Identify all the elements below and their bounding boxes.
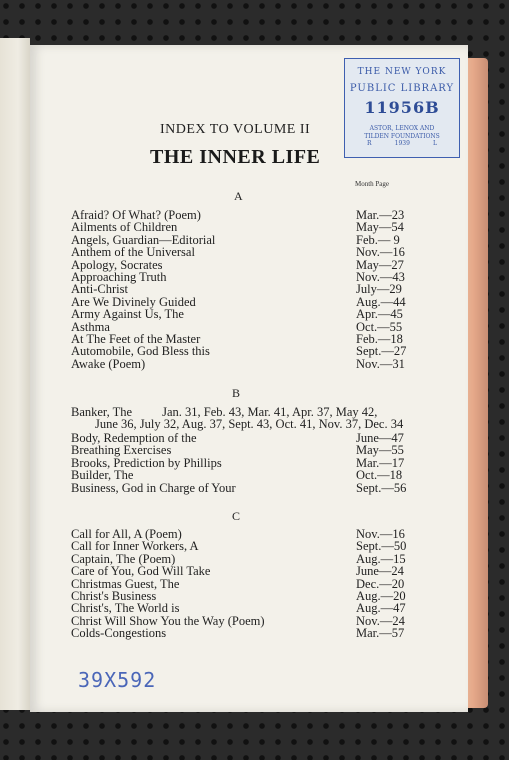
column-header: Month Page (355, 180, 390, 188)
entry-title: Anthem of the Universal (71, 245, 195, 260)
stamp-line: ASTOR, LENOX AND (369, 125, 435, 132)
entry-title: Anti-Christ (71, 282, 128, 297)
index-entry (71, 345, 406, 357)
entry-reference: Sept.—27 (356, 344, 407, 359)
entry-reference: Nov.—16 (356, 245, 405, 260)
index-entry (71, 627, 406, 639)
stamp-letter: R (367, 140, 372, 147)
page-title: THE INNER LIFE (150, 146, 321, 168)
entry-title: Call for Inner Workers, A (71, 539, 199, 554)
index-entry (71, 540, 406, 552)
section-letter-c: C (232, 509, 241, 523)
entry-reference: Aug.—15 (356, 551, 406, 566)
stamp-date-row (345, 140, 459, 147)
entry-title: Army Against Us, The (71, 307, 184, 322)
entry-reference: Dec.—20 (356, 576, 405, 591)
entry-reference: Mar.—23 (356, 208, 405, 222)
index-entry (71, 308, 406, 320)
entry-title: Breathing Exercises (71, 443, 172, 458)
entry-reference: Feb.— 9 (356, 232, 400, 247)
entry-title: Business, God in Charge of Your (71, 480, 236, 495)
entry-reference: May—54 (356, 220, 404, 235)
entry-title: Christmas Guest, The (71, 576, 180, 591)
entry-title: Automobile, God Bless this (71, 344, 210, 359)
entry-title: Angels, Guardian—Editorial (71, 232, 216, 247)
entry-reference: Nov.—16 (356, 527, 405, 541)
banker-refs-line2: June 36, July 32, Aug. 37, Sept. 43, Oct. 41, Nov. 37, Dec. 34 (95, 417, 404, 432)
entry-reference: Sept.—50 (356, 539, 407, 554)
library-stamp (344, 58, 460, 158)
entry-reference: Mar.—17 (356, 455, 405, 470)
entry-title: Afraid? Of What? (Poem) (71, 208, 201, 222)
entry-title: Builder, The (71, 468, 134, 483)
banker-entry (71, 406, 406, 431)
facing-page-edge (0, 38, 30, 710)
entry-title: Body, Redemption of the (71, 431, 197, 445)
entry-title: At The Feet of the Master (71, 332, 201, 347)
index-entry (71, 482, 406, 494)
entry-title: Christ's Business (71, 589, 157, 604)
stamp-year: 1939 (394, 140, 410, 147)
entry-reference: Nov.—31 (356, 356, 405, 371)
entry-reference: May—55 (356, 443, 404, 458)
stamp-letter: L (433, 140, 437, 147)
stamp-line: TILDEN FOUNDATIONS (364, 133, 440, 140)
stamp-line: PUBLIC LIBRARY (349, 83, 455, 94)
entry-title: Ailments of Children (71, 220, 178, 235)
entry-reference: Sept.—56 (356, 480, 407, 495)
index-entry (71, 283, 406, 295)
index-entry (71, 358, 406, 370)
index-entry (71, 602, 406, 614)
entry-reference: Aug.—44 (356, 294, 406, 309)
banker-label: Banker, The (71, 405, 133, 419)
entry-reference: June—47 (356, 431, 404, 445)
entry-reference: Oct.—18 (356, 468, 403, 483)
section-letter-b: B (232, 386, 241, 400)
entry-reference: July—29 (356, 282, 402, 297)
entry-title: Christ Will Show You the Way (Poem) (71, 613, 265, 628)
stamp-accession-number: 11956B (364, 98, 440, 117)
entry-title: Approaching Truth (71, 270, 167, 285)
entry-reference: Aug.—20 (356, 589, 406, 604)
entry-title: Care of You, God Will Take (71, 564, 211, 579)
entry-list-a (71, 209, 406, 370)
entry-reference: June—24 (356, 564, 404, 579)
entry-reference: Feb.—18 (356, 332, 403, 347)
entry-title: Christ's, The World is (71, 601, 180, 616)
index-entry (71, 469, 406, 481)
entry-reference: Apr.—45 (356, 307, 403, 322)
entry-title: Asthma (71, 319, 110, 334)
entry-reference: Mar.—57 (356, 626, 405, 641)
call-number: 39X592 (78, 668, 157, 692)
entry-title: Awake (Poem) (71, 356, 146, 371)
entry-title: Are We Divinely Guided (71, 294, 196, 309)
entry-title: Apology, Socrates (71, 257, 163, 272)
index-entry (71, 246, 406, 258)
entry-title: Captain, The (Poem) (71, 551, 176, 566)
entry-title: Brooks, Prediction by Phillips (71, 455, 222, 470)
entry-reference: Nov.—43 (356, 270, 405, 285)
entry-list-c (71, 528, 406, 640)
entry-reference: Aug.—47 (356, 601, 406, 616)
index-entry (71, 444, 406, 456)
stamp-line: THE NEW YORK (357, 67, 447, 77)
index-subtitle: INDEX TO VOLUME II (160, 122, 311, 137)
entry-reference: May—27 (356, 257, 404, 272)
banker-refs-line1: Jan. 31, Feb. 43, Mar. 41, Apr. 37, May 42, (162, 405, 378, 419)
entry-title: Colds-Congestions (71, 626, 167, 641)
index-entry (71, 565, 406, 577)
entry-list-b (71, 432, 406, 494)
entry-reference: Nov.—24 (356, 613, 405, 628)
entry-title: Call for All, A (Poem) (71, 527, 182, 541)
section-letter-a: A (234, 189, 243, 203)
entry-reference: Oct.—55 (356, 319, 403, 334)
index-entry (71, 221, 406, 233)
